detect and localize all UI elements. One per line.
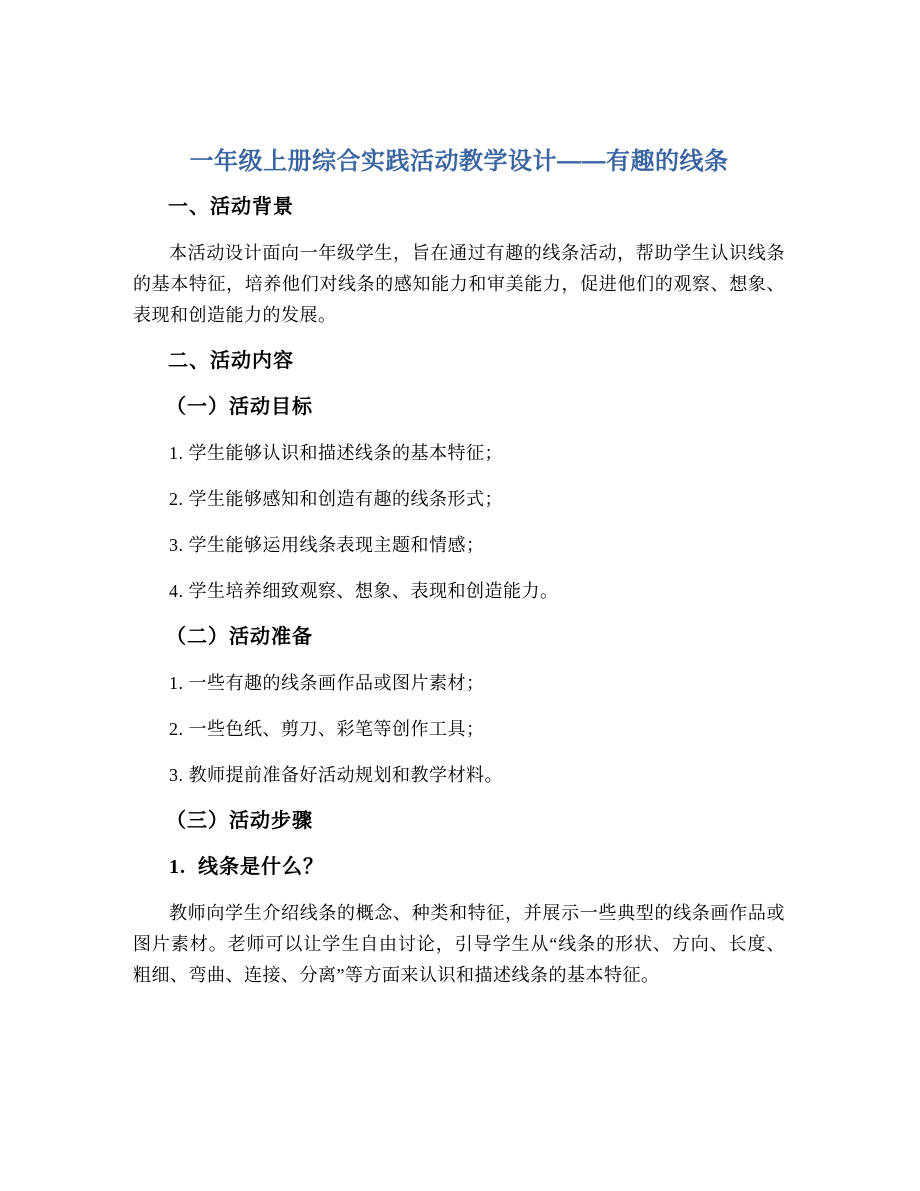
- preparation-item-3: 3. 教师提前准备好活动规划和教学材料。: [169, 765, 503, 785]
- paragraph-activity-background: 本活动设计面向一年级学生，旨在通过有趣的线条活动，帮助学生认识线条的基本特征，培养他们对线条的感知能力和审美能力，促进他们的观察、想象、表现和创造能力的发展。: [133, 243, 785, 325]
- preparation-item-2: 2. 一些色纸、剪刀、彩笔等创作工具；: [169, 719, 485, 739]
- goal-item-2: 2. 学生能够感知和创造有趣的线条形式；: [169, 489, 503, 509]
- sub-heading-activity-steps: （三）活动步骤: [166, 810, 313, 832]
- section-heading-activity-content: 二、活动内容: [168, 350, 294, 372]
- preparation-item-1: 1. 一些有趣的线条画作品或图片素材；: [169, 673, 485, 693]
- goal-item-3: 3. 学生能够运用线条表现主题和情感；: [169, 535, 485, 555]
- section-heading-activity-background: 一、活动背景: [168, 196, 294, 218]
- goal-item-4: 4. 学生培养细致观察、想象、表现和创造能力。: [169, 581, 559, 601]
- paragraph-step-1-description: 教师向学生介绍线条的概念、种类和特征，并展示一些典型的线条画作品或图片素材。老师可以让学生自由讨论，引导学生从“线条的形状、方向、长度、粗细、弯曲、连接、分离”等方面来认识和描述线条的基本特征。: [133, 903, 785, 985]
- document-title: 一年级上册综合实践活动教学设计——有趣的线条: [189, 148, 729, 175]
- step-heading-what-are-lines: 1. 线条是什么？: [169, 856, 324, 878]
- sub-heading-activity-goals: （一）活动目标: [166, 396, 313, 418]
- goal-item-1: 1. 学生能够认识和描述线条的基本特征；: [169, 443, 503, 463]
- sub-heading-activity-preparation: （二）活动准备: [166, 626, 313, 648]
